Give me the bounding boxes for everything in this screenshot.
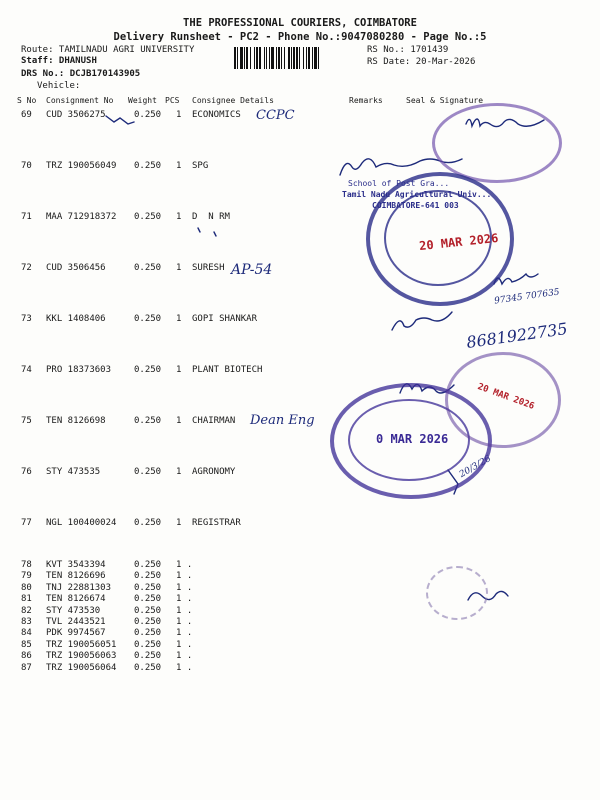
row-pcs: 1 (176, 416, 182, 426)
compact-row-sno: 87 (21, 662, 32, 673)
row-consignee: GOPI SHANKAR (192, 314, 258, 324)
row-consignee: CHAIRMAN (192, 416, 236, 426)
compact-row-sno: 78 (21, 560, 32, 570)
handwritten-phone: 8681922735 (465, 319, 569, 352)
compact-row-cons: TNJ 22881303 (46, 582, 112, 593)
row-cons: TRZ 190056049 (46, 161, 117, 171)
scribble-dnrm-2 (214, 232, 216, 236)
col-consignee: Consignee Details (192, 96, 274, 105)
school-stamp-line-1: School of Post Gra... (348, 179, 450, 188)
row-weight: 0.250 (134, 467, 162, 477)
row-pcs: 1 (176, 365, 182, 375)
school-stamp-line-2: Tamil Nadu Agricultural Univ... (342, 190, 492, 199)
row-cons: CUD 3506456 (46, 263, 106, 273)
row-sno: 73 (21, 314, 32, 324)
row-pcs: 1 (176, 518, 182, 528)
compact-row-pcs: 1 . (176, 571, 193, 582)
row-weight: 0.250 (134, 518, 162, 528)
document-title: THE PROFESSIONAL COURIERS, COIMBATORE (183, 17, 417, 29)
row-consignee: D N RM (192, 212, 230, 222)
compact-row-weight: 0.250 (134, 605, 162, 616)
compact-row-pcs: 1 . (176, 617, 193, 627)
compact-row-cons: TRZ 190056064 (46, 662, 117, 673)
compact-row-cons: TRZ 190056051 (46, 639, 117, 650)
compact-row-sno: 84 (21, 628, 32, 639)
compact-row-weight: 0.250 (134, 582, 162, 593)
row-sno: 71 (21, 212, 32, 222)
row-cons: TEN 8126698 (46, 416, 106, 426)
col-consignment: Consignment No (46, 96, 114, 105)
row-weight: 0.250 (134, 212, 162, 222)
compact-row-sno: 85 (21, 639, 32, 650)
row-consignee: AGRONOMY (192, 467, 236, 477)
compact-row-sno: 83 (21, 617, 32, 627)
stamp-date-2: 0 MAR 2026 (376, 432, 449, 446)
compact-row-cons: TEN 8126696 (46, 571, 106, 582)
handwritten-phone-2: 97345 707635 (493, 287, 561, 307)
compact-row-cons: TEN 8126674 (46, 594, 106, 605)
stamp-economics (432, 103, 562, 183)
compact-row-pcs: 1 . (176, 560, 193, 570)
col-remarks: Remarks (349, 96, 383, 105)
scribble-economics (106, 116, 134, 124)
compact-row-weight: 0.250 (134, 617, 162, 627)
row-consignee: PLANT BIOTECH (192, 365, 263, 375)
compact-row-pcs: 1 . (176, 605, 193, 616)
row-cons: NGL 100400024 (46, 518, 117, 528)
handwritten-ccpc: CCPC (256, 108, 295, 123)
compact-row-sno: 82 (21, 605, 32, 616)
route-label: Route: TAMILNADU AGRI UNIVERSITY (21, 45, 195, 55)
row-pcs: 1 (176, 263, 182, 273)
compact-row-cons: STY 473530 (46, 605, 101, 616)
row-pcs: 1 (176, 212, 182, 222)
compact-row-weight: 0.250 (134, 560, 162, 570)
compact-row-pcs: 1 . (176, 639, 193, 650)
row-weight: 0.250 (134, 161, 162, 171)
compact-row-cons: TVL 2443521 (46, 617, 106, 627)
row-cons: STY 473535 (46, 467, 101, 477)
scribble-dnrm-1 (198, 228, 200, 232)
row-pcs: 1 (176, 314, 182, 324)
staff-label: Staff: DHANUSH (21, 56, 97, 66)
compact-row-weight: 0.250 (134, 662, 162, 673)
stamp-date-1: 20 MAR 2026 (418, 230, 499, 254)
row-cons: CUD 3506275 (46, 110, 106, 120)
row-cons: KKL 1408406 (46, 314, 106, 324)
rs-number: RS No.: 1701439 (367, 45, 449, 55)
row-pcs: 1 (176, 110, 182, 120)
row-weight: 0.250 (134, 110, 162, 120)
compact-row-pcs: 1 . (176, 594, 193, 605)
row-sno: 77 (21, 518, 32, 528)
row-weight: 0.250 (134, 314, 162, 324)
row-pcs: 1 (176, 161, 182, 171)
row-sno: 70 (21, 161, 32, 171)
rs-date: RS Date: 20-Mar-2026 (367, 57, 476, 67)
row-sno: 75 (21, 416, 32, 426)
compact-row-pcs: 1 . (176, 582, 193, 593)
handwritten-dean-eng: Dean Eng (250, 413, 315, 428)
document-subtitle: Delivery Runsheet - PC2 - Phone No.:9047080280 - Page No.:5 (113, 31, 487, 43)
row-consignee: ECONOMICS (192, 110, 241, 120)
row-weight: 0.250 (134, 263, 162, 273)
compact-row-pcs: 1 . (176, 662, 193, 673)
compact-row-weight: 0.250 (134, 571, 162, 582)
col-pcs: PCS (165, 96, 180, 105)
row-sno: 74 (21, 365, 32, 375)
compact-row-cons: KVT 3543394 (46, 560, 106, 570)
row-pcs: 1 (176, 467, 182, 477)
row-weight: 0.250 (134, 365, 162, 375)
row-cons: MAA 712918372 (46, 212, 117, 222)
row-consignee: REGISTRAR (192, 518, 241, 528)
compact-row-weight: 0.250 (134, 594, 162, 605)
col-weight: Weight (128, 96, 157, 105)
compact-row-sno: 86 (21, 651, 32, 662)
school-stamp-line-3: COIMBATORE-641 003 (372, 201, 459, 210)
compact-row-sno: 81 (21, 594, 32, 605)
row-consignee: SURESH (192, 263, 225, 273)
compact-row-weight: 0.250 (134, 651, 162, 662)
compact-row-cons: PDK 9974567 (46, 628, 106, 639)
col-seal: Seal & Signature (406, 96, 484, 105)
stamp-registrar (426, 566, 488, 620)
handwritten-ap54: AP-54 (231, 262, 273, 278)
compact-row-sno: 80 (21, 582, 32, 593)
compact-row-pcs: 1 . (176, 651, 193, 662)
row-consignee: SPG (192, 161, 209, 171)
compact-row-weight: 0.250 (134, 628, 162, 639)
row-sno: 72 (21, 263, 32, 273)
compact-row-sno: 79 (21, 571, 32, 582)
row-sno: 76 (21, 467, 32, 477)
stamp-date-3: 20 MAR 2026 (476, 382, 536, 412)
drs-number: DRS No.: DCJB170143905 (21, 69, 141, 79)
vehicle-label: Vehicle: (37, 81, 81, 91)
compact-row-pcs: 1 . (176, 628, 193, 639)
row-cons: PRO 18373603 (46, 365, 112, 375)
signature-d-rathod (392, 312, 452, 330)
compact-row-cons: TRZ 190056063 (46, 651, 117, 662)
compact-row-weight: 0.250 (134, 639, 162, 650)
row-weight: 0.250 (134, 416, 162, 426)
row-sno: 69 (21, 110, 32, 120)
handwritten-date: 20/3/26 (457, 453, 493, 481)
col-sno: S No (17, 96, 37, 105)
